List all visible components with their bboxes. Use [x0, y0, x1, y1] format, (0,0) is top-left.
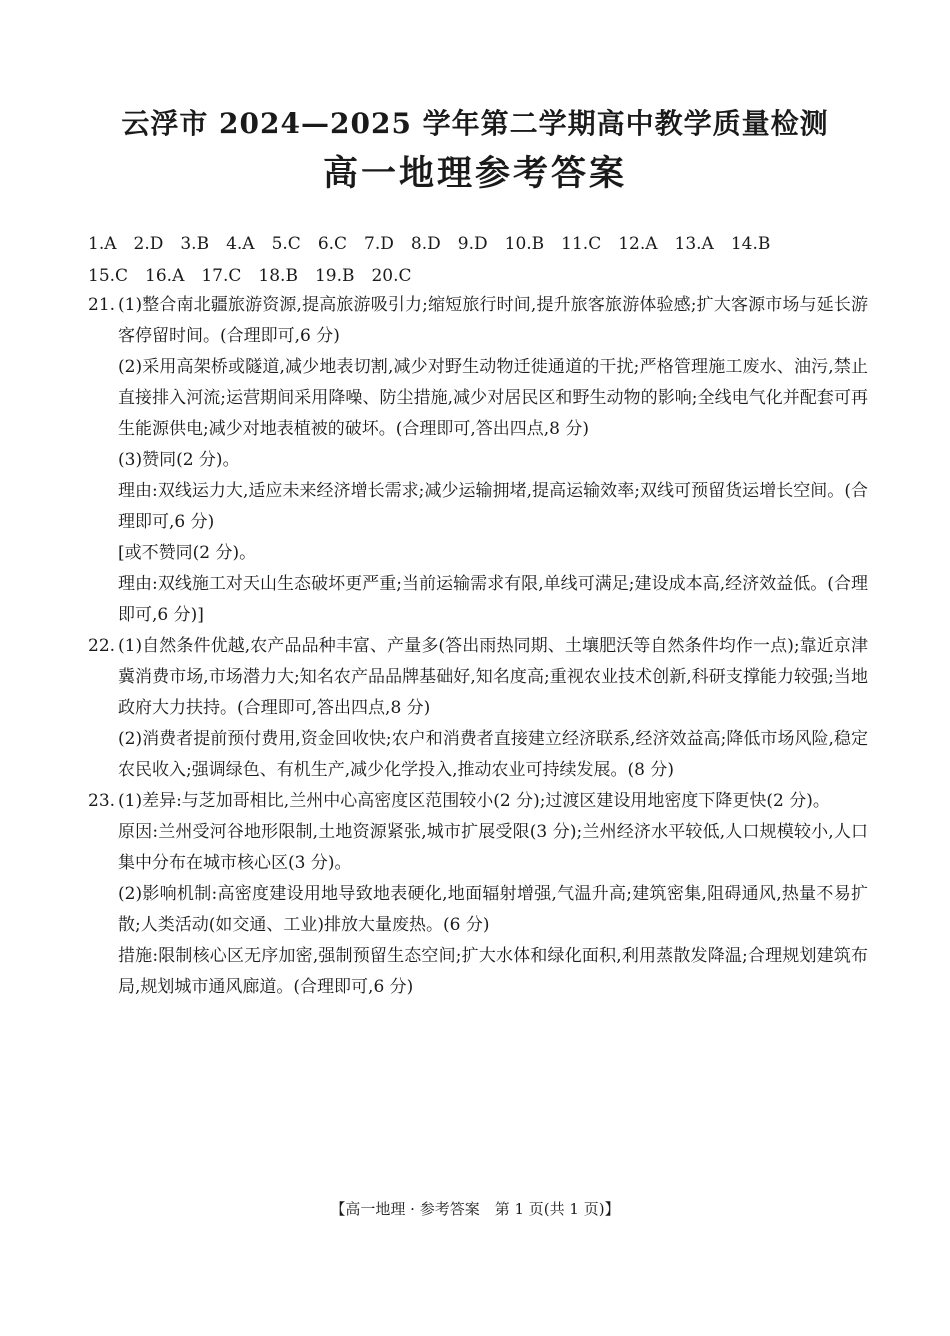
question-number: 23.	[88, 791, 116, 811]
question-22	[88, 631, 868, 786]
answer-item: 14.B	[730, 234, 771, 254]
question-23	[88, 786, 868, 1003]
answer-paragraph: 措施:限制核心区无序加密,强制预留生态空间;扩大水体和绿化面积,利用蒸散发降温;合理规划建筑布局,规划城市通风廊道。(合理即可,6 分)	[118, 946, 868, 997]
multiple-choice-answers	[88, 228, 878, 292]
answer-paragraph: (1)差异:与芝加哥相比,兰州中心高密度区范围较小(2 分);过渡区建设用地密度下降更快(2 分)。	[118, 791, 830, 811]
answer-paragraph: 理由:双线施工对天山生态破坏更严重;当前运输需求有限,单线可满足;建设成本高,经济效益低。(合理即可,6 分)]	[118, 574, 868, 625]
answer-item: 15.C	[88, 266, 129, 286]
answer-item: 17.C	[201, 266, 242, 286]
page-footer: 【高一地理 · 参考答案 第 1 页(共 1 页)】	[330, 1200, 620, 1218]
answer-paragraph: 原因:兰州受河谷地形限制,土地资源紧张,城市扩展受限(3 分);兰州经济水平较低,人口规模较小,人口集中分布在城市核心区(3 分)。	[118, 822, 868, 873]
document-subtitle: 高一地理参考答案	[322, 153, 627, 194]
answer-paragraph: (2)采用高架桥或隧道,减少地表切割,减少对野生动物迁徙通道的干扰;严格管理施工废水、油污,禁止直接排入河流;运营期间采用降噪、防尘措施,减少对居民区和野生动物的影响;全线电气化并配套可再生能源供电;减少对地表植被的破坏。(合理即可,答出四点,8 分)	[118, 357, 868, 439]
answer-paragraph: 理由:双线运力大,适应未来经济增长需求;减少运输拥堵,提高运输效率;双线可预留货运增长空间。(合理即可,6 分)	[118, 481, 868, 532]
answer-item: 13.A	[674, 234, 714, 254]
answer-item: 2.D	[133, 234, 164, 254]
answer-item: 11.C	[561, 234, 602, 254]
answer-item: 16.A	[145, 266, 185, 286]
answer-content	[88, 290, 868, 1003]
question-21	[88, 290, 868, 631]
answer-item: 10.B	[504, 234, 545, 254]
answer-item: 5.C	[271, 234, 301, 254]
answer-item: 7.D	[364, 234, 394, 254]
answer-paragraph: (2)消费者提前预付费用,资金回收快;农户和消费者直接建立经济联系,经济效益高;降低市场风险,稳定农民收入;强调绿色、有机生产,减少化学投入,推动农业可持续发展。(8 分)	[118, 729, 868, 780]
answer-item: 6.C	[317, 234, 348, 254]
answer-item: 18.B	[258, 266, 298, 286]
answer-paragraph: (3)赞同(2 分)。	[118, 450, 240, 470]
question-number: 22.	[88, 636, 116, 656]
answer-paragraph: (2)影响机制:高密度建设用地导致地表硬化,地面辐射增强,气温升高;建筑密集,阻碍通风,热量不易扩散;人类活动(如交通、工业)排放大量废热。(6 分)	[118, 884, 868, 935]
answer-item: 1.A	[88, 234, 117, 254]
answer-item: 19.B	[314, 266, 355, 286]
answer-paragraph: (1)自然条件优越,农产品品种丰富、产量多(答出雨热同期、土壤肥沃等自然条件均作一点);靠近京津冀消费市场,市场潜力大;知名农产品品牌基础好,知名度高;重视农业技术创新,科研支撑能力较强;当地政府大力扶持。(合理即可,答出四点,8 分)	[118, 636, 868, 718]
answer-item: 12.A	[618, 234, 658, 254]
answer-paragraph: [或不赞同(2 分)。	[118, 543, 257, 563]
document-title: 云浮市 2024—2025 学年第二学期高中教学质量检测	[121, 107, 829, 140]
answer-item: 4.A	[226, 234, 255, 254]
answer-item: 8.D	[410, 234, 441, 254]
answer-paragraph: (1)整合南北疆旅游资源,提高旅游吸引力;缩短旅行时间,提升旅客旅游体验感;扩大客源市场与延长游客停留时间。(合理即可,6 分)	[118, 295, 868, 346]
answer-item: 3.B	[180, 234, 210, 254]
answer-item: 20.C	[371, 266, 412, 286]
question-number: 21.	[88, 295, 116, 315]
answer-item: 9.D	[457, 234, 488, 254]
